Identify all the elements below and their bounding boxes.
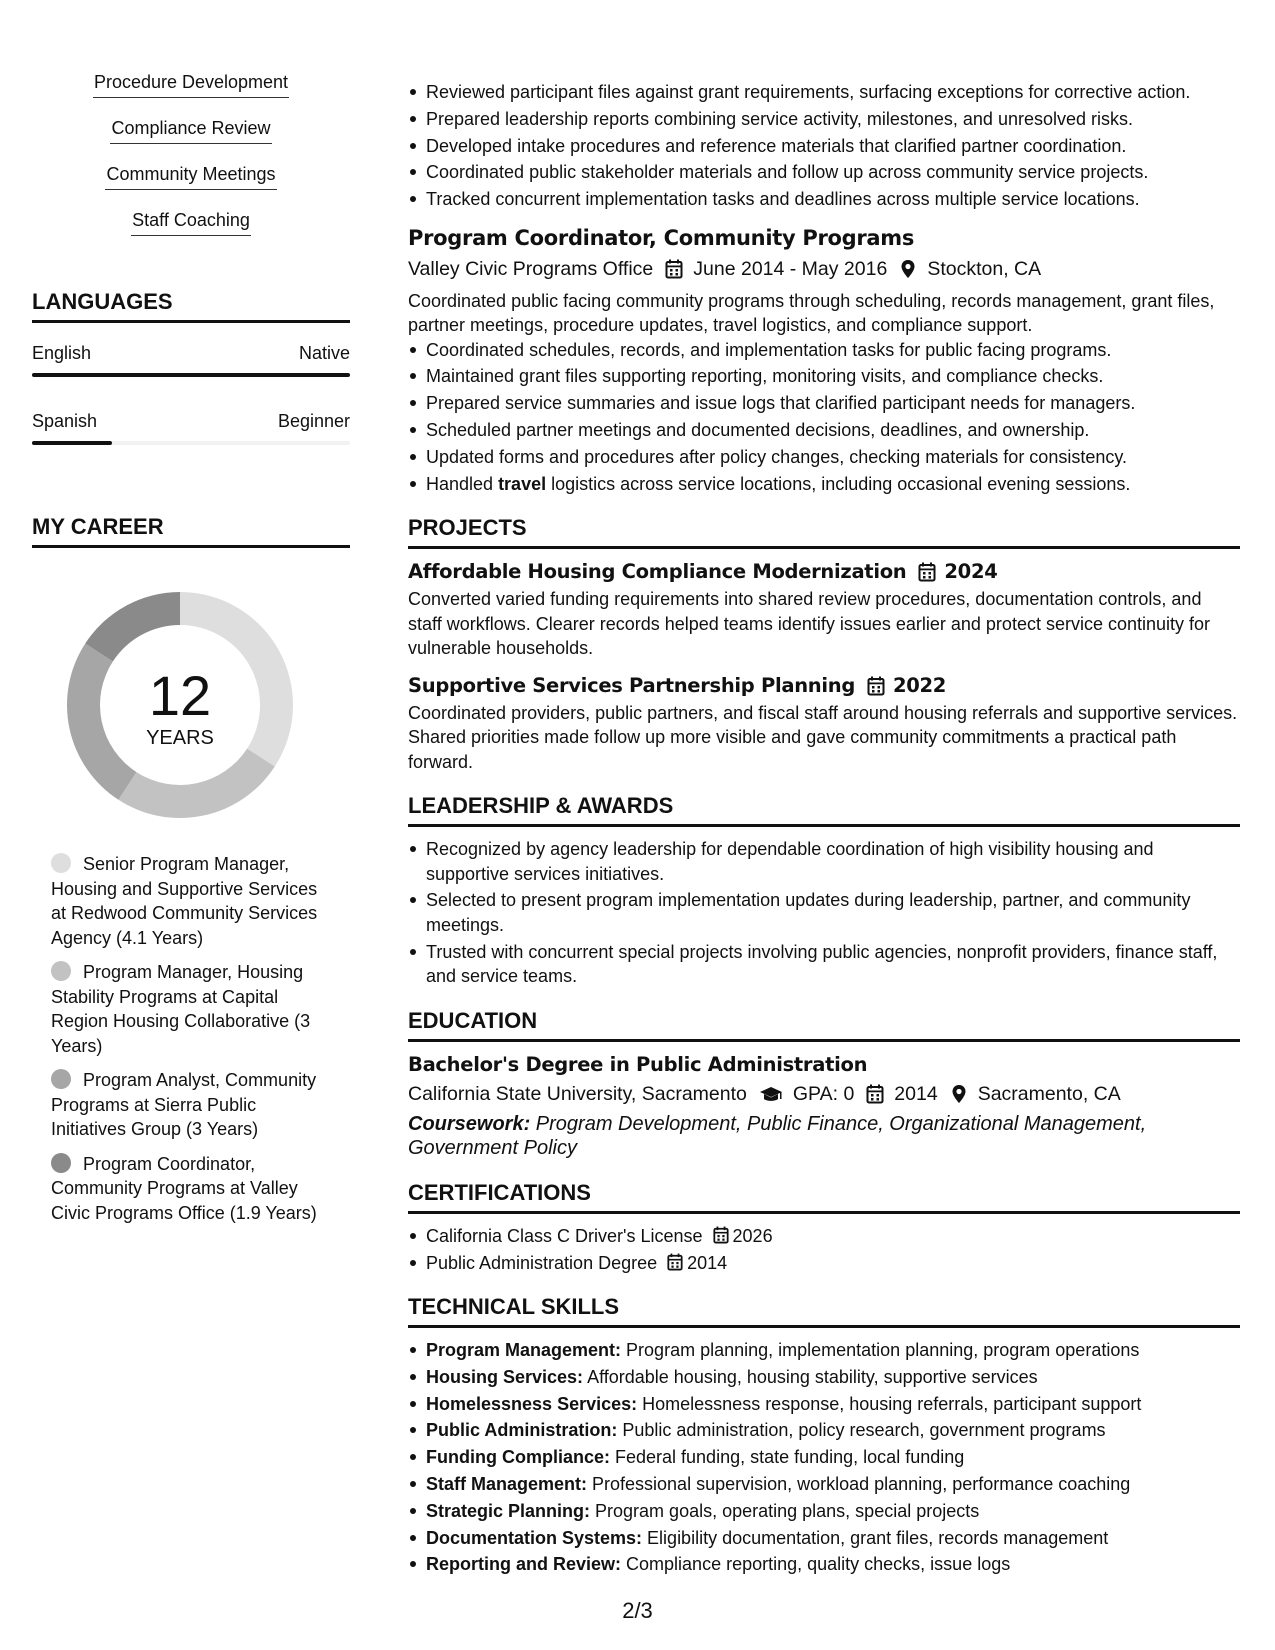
technical-skills-list bbox=[408, 1338, 1240, 1577]
legend-dot bbox=[51, 961, 71, 981]
certification-year: 2026 bbox=[732, 1225, 773, 1246]
bullet-item: Prepared service summaries and issue logs that clarified participant needs for managers. bbox=[426, 391, 1240, 416]
calendar-icon bbox=[713, 1226, 729, 1244]
career-legend-text: Senior Program Manager, Housing and Supportive Services at Redwood Community Services Agency (4.1 Years) bbox=[51, 854, 318, 948]
bullet-item: Recognized by agency leadership for dependable coordination of high visibility housing and supportive services initiatives. bbox=[426, 837, 1240, 886]
education-year: 2014 bbox=[894, 1082, 938, 1105]
language-name: English bbox=[32, 343, 92, 363]
legend-dot bbox=[51, 1153, 71, 1173]
skill-tag: Staff Coaching bbox=[131, 208, 251, 236]
bullet-item: Developed intake procedures and reference materials that clarified partner coordination. bbox=[426, 134, 1240, 159]
career-legend-text: Program Coordinator, Community Programs at Valley Civic Programs Office (1.9 Years) bbox=[51, 1153, 317, 1223]
tech-skill-value: Federal funding, state funding, local funding bbox=[610, 1447, 965, 1468]
tech-skill-item bbox=[426, 1338, 1240, 1363]
languages-heading: LANGUAGES bbox=[32, 288, 350, 323]
project-description: Converted varied funding requirements into shared review procedures, documentation controls, and staff workflows. Clearer records helped teams identify issues earlier and protect service continuity for vulnerable households. bbox=[408, 589, 1211, 659]
tech-skill-item bbox=[426, 1445, 1240, 1470]
project-title bbox=[408, 559, 1240, 585]
tech-skill-item bbox=[426, 1552, 1240, 1577]
tech-skill-value: Professional supervision, workload planning, performance coaching bbox=[587, 1474, 1131, 1495]
job-bullets bbox=[408, 338, 1240, 496]
tech-skill-item bbox=[426, 1472, 1240, 1497]
tech-skill-value: Program goals, operating plans, special projects bbox=[590, 1500, 980, 1521]
certification-name: Public Administration Degree bbox=[426, 1252, 658, 1273]
bullet-item: Tracked concurrent implementation tasks and deadlines across multiple service locations. bbox=[426, 187, 1240, 212]
main-content bbox=[408, 70, 1240, 1579]
project-title bbox=[408, 673, 1240, 699]
page-number: 2/3 bbox=[622, 1598, 653, 1623]
language-level: Beginner bbox=[277, 411, 350, 431]
project-description: Coordinated providers, public partners, and fiscal staff around housing referrals and supportive services. Shared priorities made follow up more visible and gave community commitments a practical path forward. bbox=[408, 702, 1238, 772]
bold-keyword: travel bbox=[498, 473, 547, 494]
tech-skill-value: Affordable housing, housing stability, supportive services bbox=[583, 1366, 1038, 1387]
career-heading: MY CAREER bbox=[32, 513, 350, 548]
projects-heading: PROJECTS bbox=[408, 514, 1240, 549]
education-school: California State University, Sacramento bbox=[408, 1082, 747, 1105]
leadership-heading: LEADERSHIP & AWARDS bbox=[408, 792, 1240, 827]
job-meta bbox=[408, 255, 1240, 283]
calendar-icon bbox=[918, 562, 936, 582]
calendar-icon bbox=[667, 1253, 683, 1271]
education-location: Sacramento, CA bbox=[977, 1082, 1121, 1105]
location-pin-icon bbox=[899, 259, 917, 279]
calendar-icon bbox=[665, 259, 683, 279]
tech-skill-value: Homelessness response, housing referrals, participant support bbox=[637, 1393, 1142, 1414]
tech-skill-value: Public administration, policy research, government programs bbox=[617, 1420, 1106, 1441]
leadership-bullets bbox=[408, 837, 1240, 989]
education-degree: Bachelor's Degree in Public Administration bbox=[408, 1052, 868, 1076]
tech-skill-value: Program planning, implementation planning, program operations bbox=[621, 1340, 1140, 1361]
career-total-years: 12 bbox=[148, 664, 212, 727]
certification-name: California Class C Driver's License bbox=[426, 1225, 703, 1246]
career-legend bbox=[32, 852, 350, 1225]
language-bar-fill bbox=[32, 441, 112, 445]
tech-skill-value: Compliance reporting, quality checks, issue logs bbox=[621, 1554, 1011, 1575]
language-bar bbox=[32, 373, 350, 377]
coursework-label: Coursework: bbox=[408, 1112, 531, 1135]
legend-dot bbox=[51, 1069, 71, 1089]
language-row bbox=[32, 409, 350, 433]
bullet-item: Reviewed participant files against grant requirements, surfacing exceptions for corrective action. bbox=[426, 80, 1240, 105]
graduation-cap-icon bbox=[759, 1084, 783, 1104]
tech-skill-label: Public Administration: bbox=[426, 1420, 618, 1441]
certifications-list bbox=[408, 1224, 1240, 1275]
coursework bbox=[408, 1112, 1240, 1161]
skill-tags bbox=[32, 70, 350, 254]
language-level: Native bbox=[298, 343, 350, 363]
job-title: Program Coordinator, Community Programs bbox=[408, 225, 915, 250]
job-summary: Coordinated public facing community programs through scheduling, records management, grant files, partner meetings, procedure updates, travel logistics, and compliance support. bbox=[408, 290, 1215, 336]
education-heading: EDUCATION bbox=[408, 1007, 1240, 1042]
career-donut-chart bbox=[65, 590, 295, 820]
tech-skill-label: Housing Services: bbox=[426, 1366, 584, 1387]
language-bar bbox=[32, 441, 350, 445]
calendar-icon bbox=[867, 676, 885, 696]
skill-tag: Procedure Development bbox=[93, 70, 289, 98]
career-legend-item bbox=[51, 1152, 331, 1226]
project-year: 2024 bbox=[944, 560, 998, 584]
job-dates: June 2014 - May 2016 bbox=[693, 257, 888, 280]
career-legend-item bbox=[51, 960, 331, 1058]
previous-job-bullets bbox=[408, 80, 1240, 212]
career-section bbox=[32, 513, 350, 1225]
certification-item bbox=[426, 1251, 1240, 1276]
tech-skill-label: Documentation Systems: bbox=[426, 1527, 643, 1548]
bullet-item: Updated forms and procedures after policy changes, checking materials for consistency. bbox=[426, 445, 1240, 470]
bullet-item: Prepared leadership reports combining service activity, milestones, and unresolved risks. bbox=[426, 107, 1240, 132]
sidebar bbox=[32, 70, 350, 1235]
bullet-item: Scheduled partner meetings and documented decisions, deadlines, and ownership. bbox=[426, 418, 1240, 443]
skill-tag: Community Meetings bbox=[105, 162, 276, 190]
tech-skill-label: Staff Management: bbox=[426, 1474, 588, 1495]
languages-section bbox=[32, 288, 350, 445]
donut-center bbox=[65, 590, 295, 820]
tech-skill-item bbox=[426, 1418, 1240, 1443]
job-company: Valley Civic Programs Office bbox=[408, 257, 654, 280]
project-year: 2022 bbox=[892, 673, 947, 697]
bullet-item: Coordinated public stakeholder materials and follow up across community service projects. bbox=[426, 160, 1240, 185]
bullet-item: Maintained grant files supporting reporting, monitoring visits, and compliance checks. bbox=[426, 364, 1240, 389]
tech-skill-value: Eligibility documentation, grant files, records management bbox=[642, 1527, 1109, 1548]
coursework-list: Program Development, Public Finance, Organizational Management, Government Policy bbox=[408, 1112, 1147, 1160]
certification-item bbox=[426, 1224, 1240, 1249]
bullet-text: logistics across service locations, including occasional evening sessions. bbox=[546, 473, 1131, 494]
tech-skill-item bbox=[426, 1499, 1240, 1524]
certification-year: 2014 bbox=[687, 1252, 728, 1273]
project-name: Supportive Services Partnership Planning bbox=[408, 673, 855, 697]
career-total-unit: YEARS bbox=[146, 727, 214, 749]
career-legend-item bbox=[51, 852, 331, 950]
tech-skill-label: Homelessness Services: bbox=[426, 1393, 638, 1414]
tech-skill-label: Strategic Planning: bbox=[426, 1500, 591, 1521]
language-bar-fill bbox=[32, 373, 350, 377]
calendar-icon bbox=[866, 1084, 884, 1104]
tech-skill-label: Reporting and Review: bbox=[426, 1554, 622, 1575]
bullet-text: Handled bbox=[426, 473, 499, 494]
tech-skill-label: Program Management: bbox=[426, 1340, 622, 1361]
legend-dot bbox=[51, 853, 71, 873]
career-legend-text: Program Manager, Housing Stability Programs at Capital Region Housing Collaborative (3 Years) bbox=[51, 962, 311, 1056]
bullet-item bbox=[426, 472, 1240, 497]
technical-skills-heading: TECHNICAL SKILLS bbox=[408, 1293, 1240, 1328]
tech-skill-item bbox=[426, 1365, 1240, 1390]
career-legend-item bbox=[51, 1068, 331, 1142]
language-name: Spanish bbox=[32, 411, 98, 431]
tech-skill-item bbox=[426, 1526, 1240, 1551]
skill-tag: Compliance Review bbox=[110, 116, 271, 144]
bullet-item: Coordinated schedules, records, and implementation tasks for public facing programs. bbox=[426, 338, 1240, 363]
education-gpa: GPA: 0 bbox=[792, 1082, 855, 1105]
bullet-item: Trusted with concurrent special projects involving public agencies, nonprofit providers, finance staff, and service teams. bbox=[426, 940, 1240, 989]
job-location: Stockton, CA bbox=[927, 257, 1042, 280]
certifications-heading: CERTIFICATIONS bbox=[408, 1179, 1240, 1214]
bullet-item: Selected to present program implementation updates during leadership, partner, and community meetings. bbox=[426, 888, 1240, 937]
tech-skill-item bbox=[426, 1392, 1240, 1417]
education-meta bbox=[408, 1080, 1240, 1108]
project-name: Affordable Housing Compliance Modernization bbox=[408, 560, 907, 584]
location-pin-icon bbox=[950, 1084, 968, 1104]
tech-skill-label: Funding Compliance: bbox=[426, 1447, 610, 1468]
language-row bbox=[32, 341, 350, 365]
career-legend-text: Program Analyst, Community Programs at Sierra Public Initiatives Group (3 Years) bbox=[51, 1070, 317, 1139]
